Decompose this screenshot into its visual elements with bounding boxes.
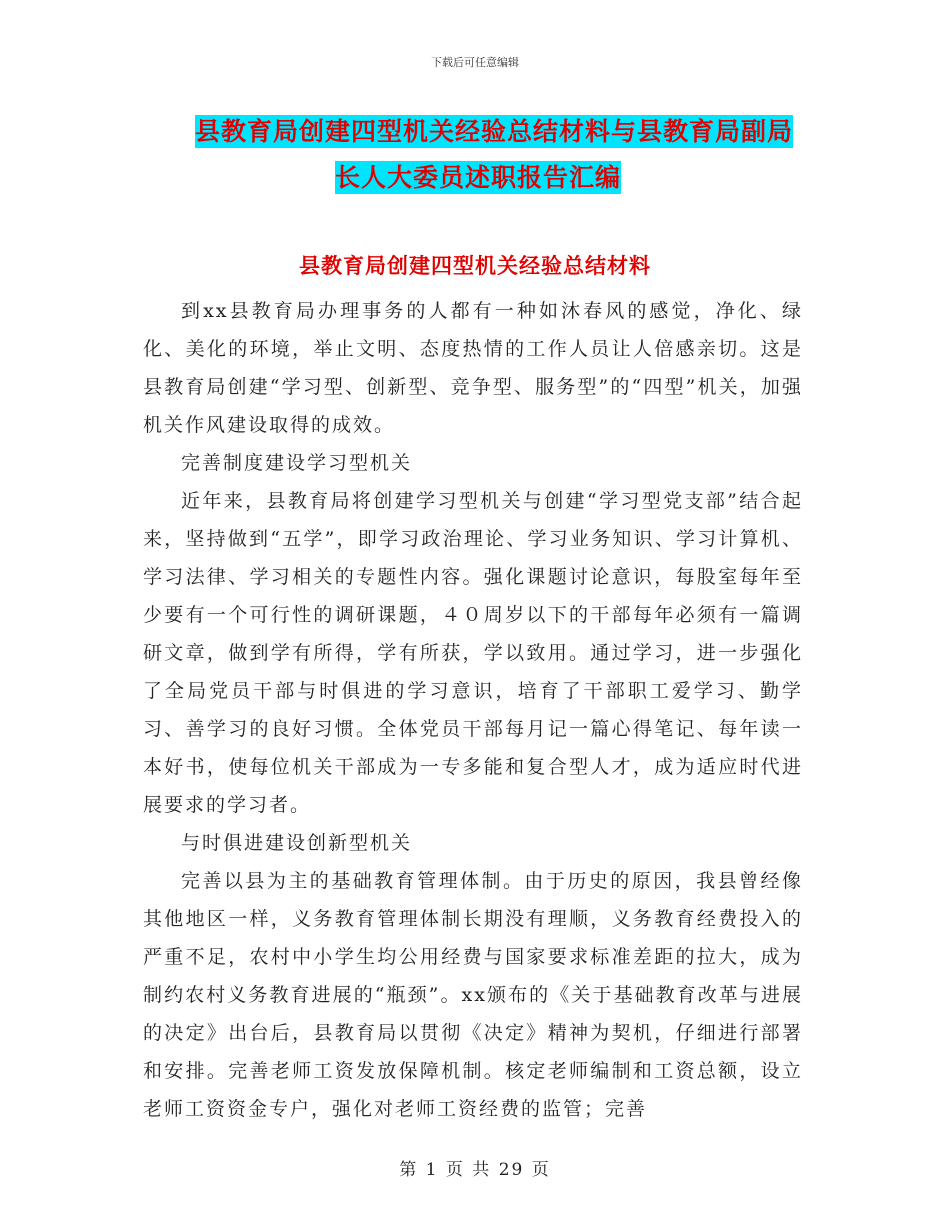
- main-title-line-2-text: 长人大委员述职报告汇编: [335, 163, 622, 192]
- page-footer: 第 1 页 共 29 页: [399, 1160, 551, 1180]
- paragraph: 完善以县为主的基础教育管理体制。由于历史的原因，我县曾经像其他地区一样，义务教育管理体制长期没有理顺，义务教育经费投入的严重不足，农村中小学生均公用经费与国家要求标准差距的拉大，成为制约农村义务教育进展的“瓶颈”。xx颁布的《关于基础教育改革与进展的决定》出台后，县教育局以贯彻《决定》精神为契机，仔细进行部署和安排。完善老师工资发放保障机制。核定老师编制和工资总额，设立老师工资资金专户，强化对老师工资经费的监管；完善: [143, 870, 803, 1120]
- main-title-line-1-text: 县教育局创建四型机关经验总结材料与县教育局副局: [195, 117, 794, 146]
- section-heading: 与时俱进建设创新型机关: [181, 832, 413, 854]
- paragraph: 到xx县教育局办理事务的人都有一种如沐春风的感觉，净化、绿化、美化的环境，举止文明、态度热情的工作人员让人倍感亲切。这是县教育局创建“学习型、创新型、竞争型、服务型”的“四型”机关，加强机关作风建设取得的成效。: [143, 300, 803, 436]
- main-title-line-1: [195, 112, 815, 148]
- section-title: 县教育局创建四型机关经验总结材料: [299, 254, 651, 278]
- header-note: 下载后可任意编辑: [431, 56, 519, 69]
- section-heading: 完善制度建设学习型机关: [181, 452, 413, 474]
- document-body: [143, 292, 803, 1128]
- main-title-line-2: [335, 158, 950, 194]
- paragraph: 近年来，县教育局将创建学习型机关与创建“学习型党支部”结合起来，坚持做到“五学”，即学习政治理论、学习业务知识、学习计算机、学习法律、学习相关的专题性内容。强化课题讨论意识，每股室每年至少要有一个可行性的调研课题，４０周岁以下的干部每年必须有一篇调研文章，做到学有所得，学有所获，学以致用。通过学习，进一步强化了全局党员干部与时俱进的学习意识，培育了干部职工爱学习、勤学习、善学习的良好习惯。全体党员干部每月记一篇心得笔记、每年读一本好书，使每位机关干部成为一专多能和复合型人才，成为适应时代进展要求的学习者。: [143, 490, 803, 816]
